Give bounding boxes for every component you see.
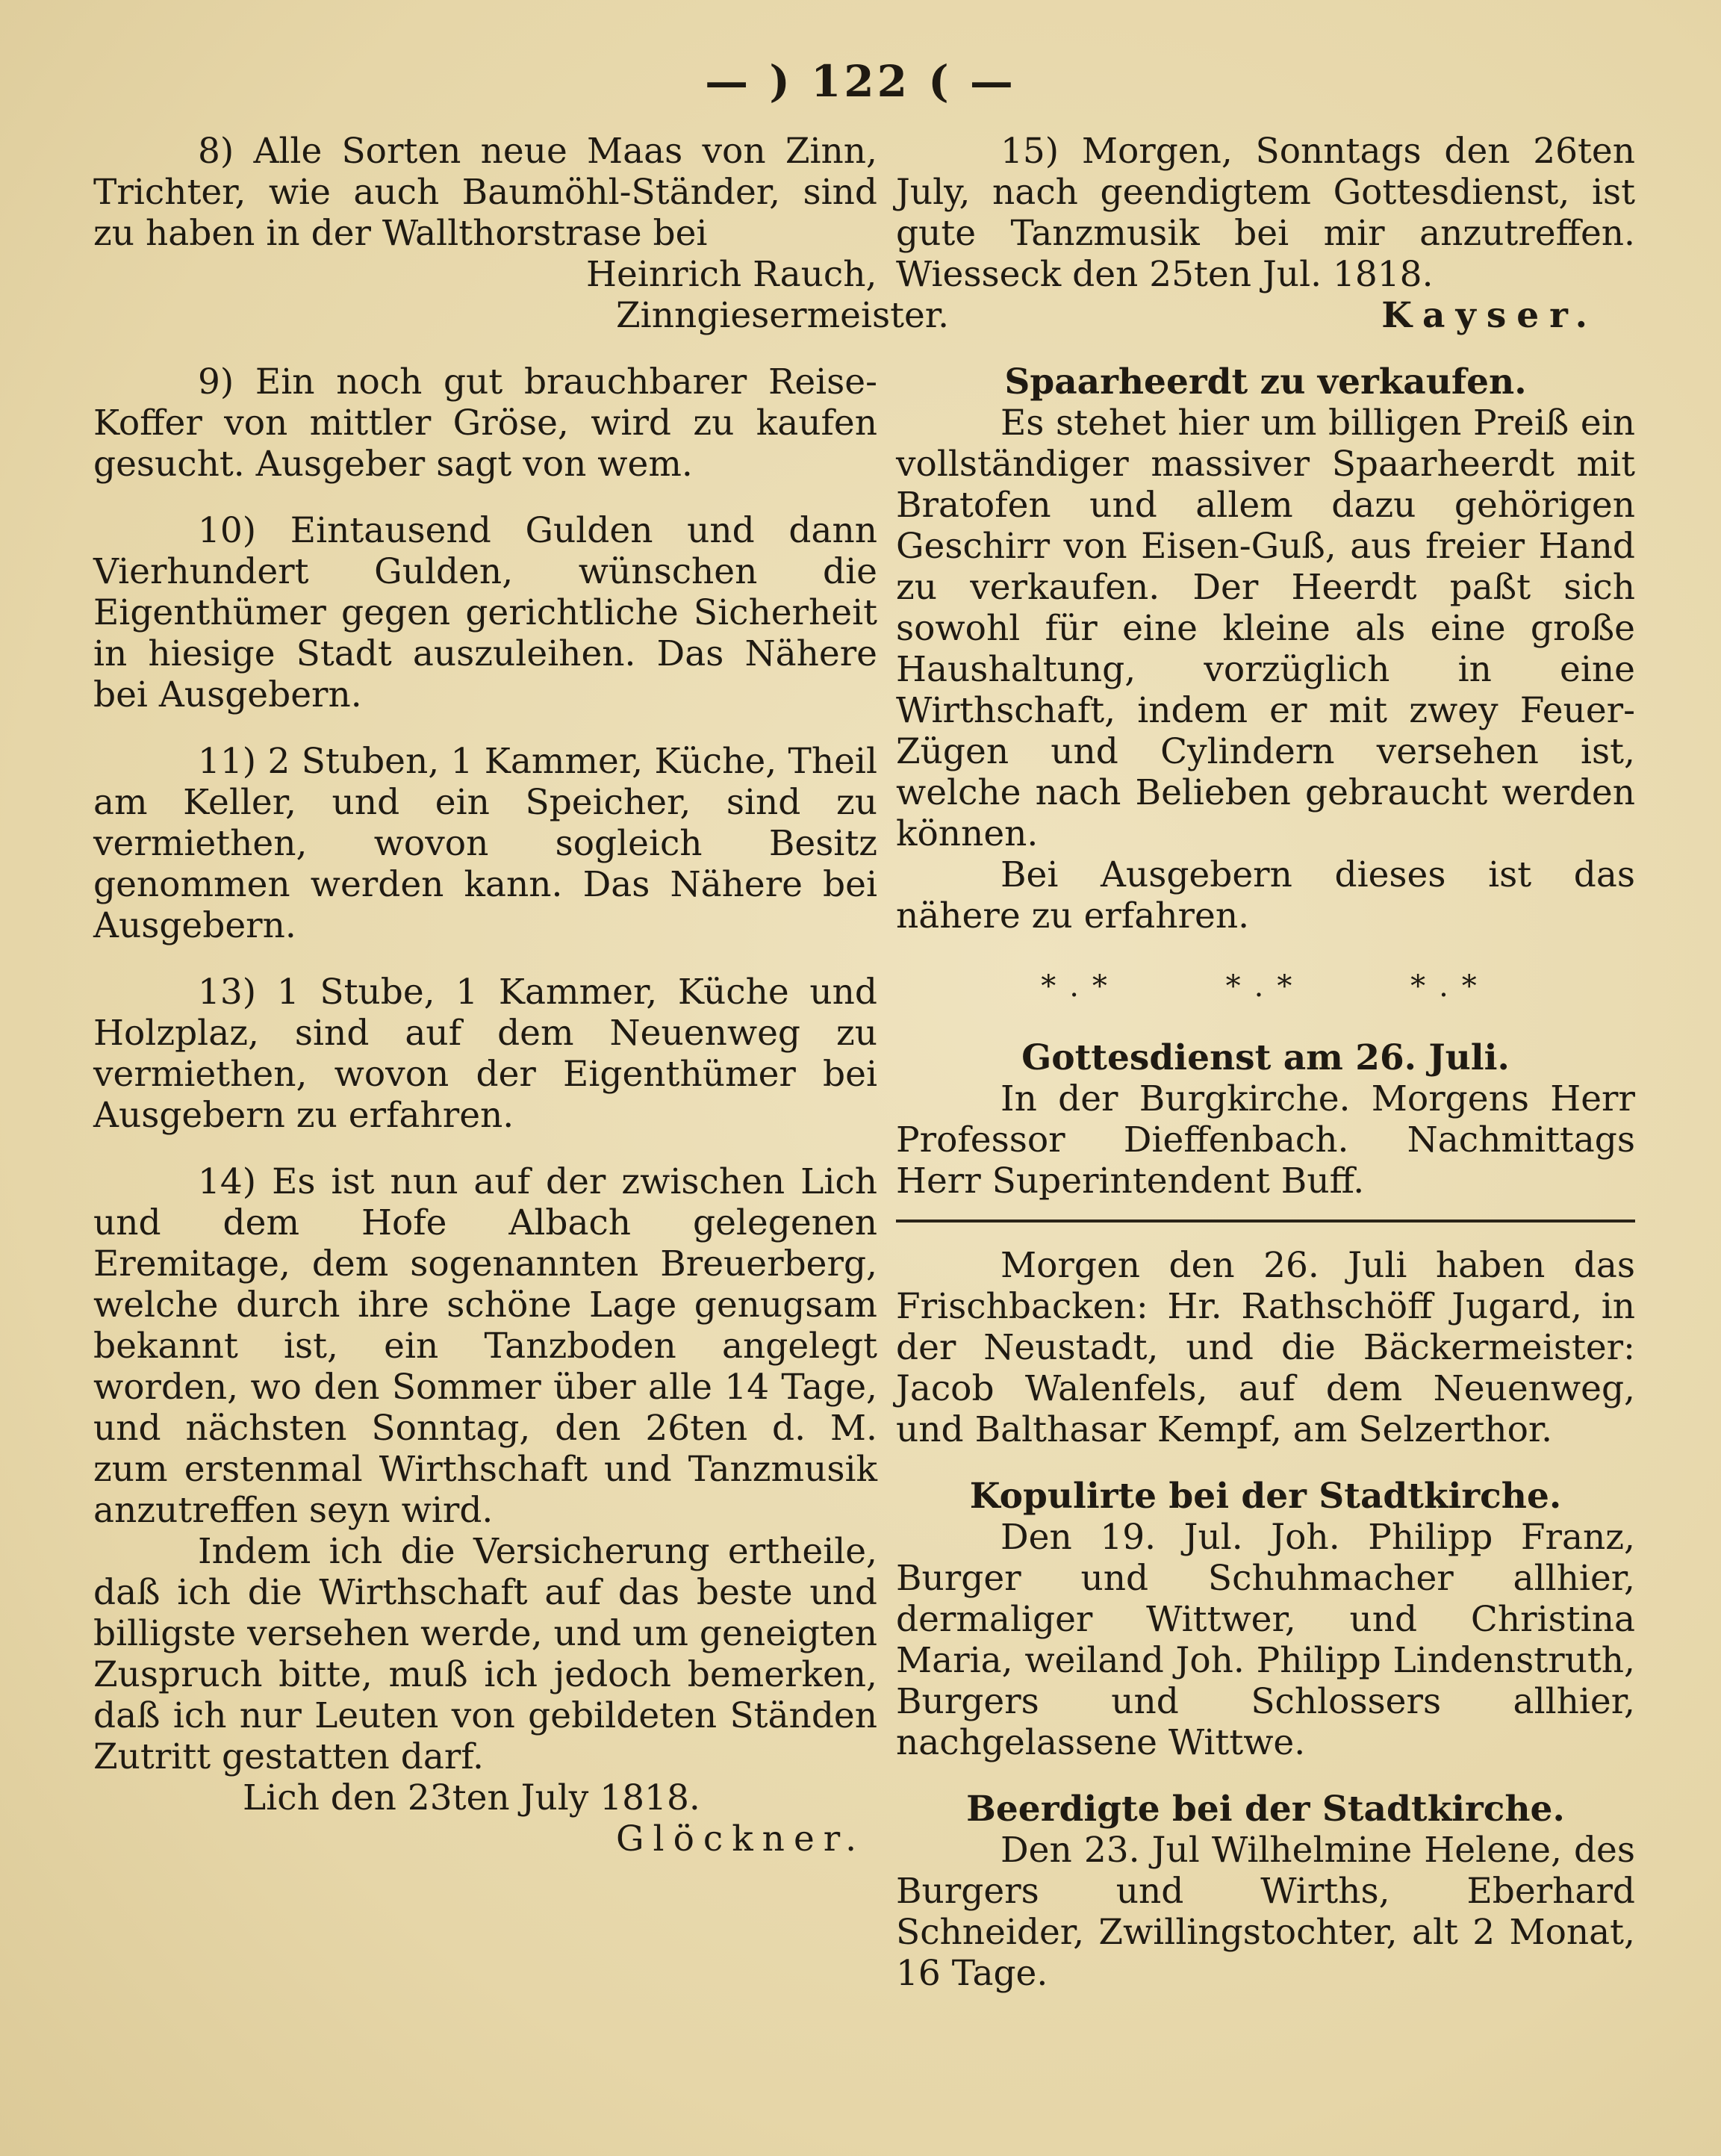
notice-8-signature-name: Heinrich Rauch, xyxy=(586,254,877,295)
notice-14-text: 14) Es ist nun auf der zwischen Lich und dem Hofe Albach gelegenen Eremitage, dem sogenannten Breuerberg, welche durch ihre schöne Lage genugsam bekannt ist, ein Tanzboden angelegt worden, wo den Sommer über alle 14 Tage, und nächsten Sonntag, den 26ten d. M. zum erstenmal Wirthschaft und Tanzmusik anzutreffen seyn wird. xyxy=(93,1161,877,1531)
section-divider xyxy=(896,1220,1635,1223)
frischbacken-text: Morgen den 26. Juli haben das Frischbacken: Hr. Rathschöff Jugard, in der Neustadt, und die Bäckermeister: Jacob Walenfels, auf dem Neuenweg, und Balthasar Kempf, am Selzerthor. xyxy=(896,1245,1635,1450)
notice-14-date: Lich den 23ten July 1818. xyxy=(243,1777,700,1818)
spaarheerdt-text-2: Bei Ausgebern dieses ist das nähere zu erfahren. xyxy=(896,854,1635,936)
ornament-star-group: *.* xyxy=(1225,969,1306,1004)
ornament-star-group: *.* xyxy=(1041,969,1121,1004)
notice-15 xyxy=(896,131,1635,336)
gottesdienst-text: In der Burgkirche. Morgens Herr Professor Dieffenbach. Nachmittags Herr Superintendent Buff. xyxy=(896,1078,1635,1202)
kopulirte-title: Kopulirte bei der Stadtkirche. xyxy=(969,1476,1562,1517)
beerdigte-text: Den 23. Jul Wilhelmine Helene, des Burgers und Wirths, Eberhard Schneider, Zwillingstochter, alt 2 Monat, 16 Tage. xyxy=(896,1830,1635,1994)
page-header: — ) 122 ( — xyxy=(705,56,1016,107)
spaarheerdt-notice xyxy=(896,361,1635,936)
spaarheerdt-title: Spaarheerdt zu verkaufen. xyxy=(1004,361,1527,403)
notice-8-text: 8) Alle Sorten neue Maas von Zinn, Trichter, wie auch Baumöhl-Ständer, sind zu haben in der Wallthorstrase bei xyxy=(93,131,877,254)
beerdigte-title: Beerdigte bei der Stadtkirche. xyxy=(966,1789,1565,1830)
notice-11-text: 11) 2 Stuben, 1 Kammer, Küche, Theil am Keller, und ein Speicher, sind zu vermiethen, wovon sogleich Besitz genommen werden kann. Das Nähere bei Ausgebern. xyxy=(93,741,877,946)
notice-8 xyxy=(93,131,950,336)
spaarheerdt-text: Es stehet hier um billigen Preiß ein vollständiger massiver Spaarheerdt mit Bratofen und allem dazu gehörigen Geschirr von Eisen-Guß, aus freier Hand zu verkaufen. Der Heerdt paßt sich sowohl für eine kleine als eine große Haushaltung, vorzüglich in eine Wirthschaft, indem er mit zwey Feuer-Zügen und Cylindern versehen ist, welche nach Belieben gebraucht werden können. xyxy=(896,403,1635,854)
gottesdienst-notice xyxy=(896,1037,1635,1202)
notice-13-text: 13) 1 Stube, 1 Kammer, Küche und Holzplaz, sind auf dem Neuenweg zu vermiethen, wovon der Eigenthümer bei Ausgebern zu erfahren. xyxy=(93,972,877,1136)
gottesdienst-title: Gottesdienst am 26. Juli. xyxy=(1021,1037,1510,1078)
notice-15-signature: Kayser. xyxy=(1381,295,1598,336)
beerdigte-notice xyxy=(896,1789,1635,1994)
ornament-divider xyxy=(896,966,1635,1007)
kopulirte-notice xyxy=(896,1476,1635,1763)
ornament-star-group: *.* xyxy=(1410,969,1490,1004)
notice-13 xyxy=(93,972,877,1136)
notice-10-text: 10) Eintausend Gulden und dann Vierhundert Gulden, wünschen die Eigenthümer gegen gerichtliche Sicherheit in hiesige Stadt auszuleihen. Das Nähere bei Ausgebern. xyxy=(93,510,877,715)
notice-9-text: 9) Ein noch gut brauchbarer Reise-Koffer von mittler Gröse, wird zu kaufen gesucht. Ausgeber sagt von wem. xyxy=(93,361,877,485)
notice-15-text: 15) Morgen, Sonntags den 26ten July, nach geendigtem Gottesdienst, ist gute Tanzmusik bei mir anzutreffen. Wiesseck den 25ten Jul. 1818. xyxy=(896,131,1635,295)
notice-14-text-2: Indem ich die Versicherung ertheile, daß ich die Wirthschaft auf das beste und billigste versehen werde, und um geneigten Zuspruch bitte, muß ich jedoch bemerken, daß ich nur Leuten von gebildeten Ständen Zutritt gestatten darf. xyxy=(93,1531,877,1777)
notice-10 xyxy=(93,510,877,715)
notice-14-signature: Glöckner. xyxy=(616,1818,866,1860)
kopulirte-text: Den 19. Jul. Joh. Philipp Franz, Burger und Schuhmacher allhier, dermaliger Wittwer, und Christina Maria, weiland Joh. Philipp Lindenstruth, Burgers und Schlossers allhier, nachgelassene Wittwe. xyxy=(896,1517,1635,1763)
frischbacken-notice xyxy=(896,1245,1635,1450)
notice-11 xyxy=(93,741,877,946)
notice-9 xyxy=(93,361,877,485)
notice-8-signature-title: Zinngiesermeister. xyxy=(616,295,950,336)
right-column xyxy=(896,131,1635,2019)
left-column xyxy=(93,131,950,1885)
notice-14 xyxy=(93,1161,877,1860)
